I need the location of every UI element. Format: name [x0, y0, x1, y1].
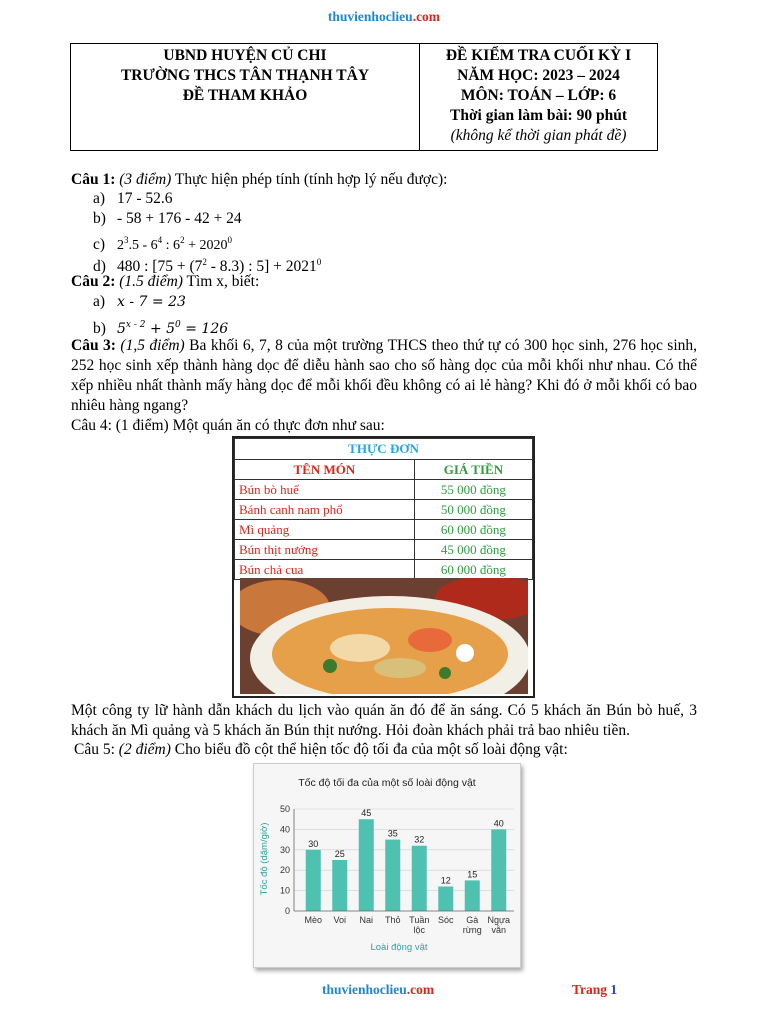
q2-b: b) $5^{x - 2} + 5^0 = 126$	[93, 320, 229, 337]
duration: Thời gian làm bài: 90 phút	[450, 107, 627, 124]
bar-value-label: 40	[493, 818, 504, 829]
x-tick-label: lộc	[413, 925, 426, 935]
bar	[385, 840, 400, 911]
menu-row: Bún thịt nướng 45 000 đồng	[235, 540, 533, 560]
speed-bar-chart	[253, 763, 521, 968]
bar	[438, 887, 453, 911]
q1-d: d) 480 : [$75 + (7^2 - 8.3)$ : $5] + 2021^0$	[93, 257, 322, 275]
bar	[491, 829, 506, 911]
question-3: Câu 3: (1,5 điểm) Ba khối 6, 7, 8 của một trường THCS theo thứ tự có 300 học sinh, 276 học sinh, 252 học sinh xếp thành hàng dọc để diễu hành sao cho số hàng dọc của mỗi khối như nhau. Có thể xếp nhiều nhất thành mấy hàng dọc để mỗi khối đều không có ai lẻ hàng? Khi đó ở mỗi khối có bao nhiêu hàng ngang?	[71, 337, 698, 414]
menu-row: Bún bò huế 55 000 đồng	[235, 480, 533, 500]
question-2: Câu 2: (1.5 điểm) Tìm x, biết:	[71, 273, 260, 290]
x-tick-label: rừng	[462, 925, 482, 935]
bar	[332, 860, 347, 911]
header-right	[420, 44, 657, 150]
page-number-value: 1	[610, 982, 618, 997]
menu-title: THỰC ĐƠN	[235, 439, 533, 460]
school-year: NĂM HỌC: 2023 – 2024	[457, 67, 620, 84]
bar-value-label: 32	[414, 834, 425, 845]
subject: MÔN: TOÁN – LỚP: 6	[460, 87, 617, 104]
noodle-bowl-image	[240, 578, 528, 694]
y-tick-label: 30	[279, 844, 290, 855]
exam-title: ĐỀ KIỂM TRA CUỐI KỲ I	[445, 47, 632, 64]
exam-header	[70, 43, 658, 151]
x-tick-label: Mèo	[304, 915, 323, 925]
bar	[465, 880, 480, 911]
district-name: UBND HUYỆN CỦ CHI	[163, 47, 327, 64]
chart-xlabel: Loài động vật	[370, 942, 428, 953]
x-tick-label: Tuần	[409, 915, 430, 925]
chart-title: Tốc độ tối đa của một số loài động vật	[298, 777, 476, 789]
question-4-body: Một công ty lữ hành dẫn khách du lịch vào quán ăn đó để ăn sáng. Có 5 khách ăn Bún bò huế, 3 khách ăn Mì quảng và 5 khách ăn Bún thịt nướng. Hỏi đoàn khách phải trả bao nhiêu tiền.	[71, 702, 697, 739]
menu-card	[232, 436, 535, 698]
bar	[412, 846, 427, 911]
y-tick-label: 0	[284, 906, 290, 916]
chart-ylabel: Tốc độ (dặm/giờ)	[259, 822, 270, 896]
site-watermark-top: thuvienhoclieu.com	[327, 9, 441, 24]
x-tick-label: Sóc	[437, 915, 454, 925]
bar-value-label: 30	[308, 838, 319, 849]
exam-type: ĐỀ THAM KHẢO	[182, 87, 308, 104]
y-tick-label: 20	[279, 865, 290, 876]
y-tick-label: 50	[279, 804, 290, 814]
menu-row: Bún chả cua 60 000 đồng	[235, 560, 533, 580]
chart-svg	[254, 764, 520, 967]
x-tick-label: Nai	[359, 915, 374, 925]
duration-note: (không kể thời gian phát đề)	[450, 127, 627, 144]
bar	[359, 819, 374, 911]
x-tick-label: Ngựa	[487, 915, 511, 925]
y-tick-label: 40	[279, 824, 290, 835]
menu-col-price: GIÁ TIỀN	[414, 460, 532, 480]
x-tick-label: Gà	[466, 915, 479, 925]
menu-row: Bánh canh nam phổ 50 000 đồng	[235, 500, 533, 520]
q1-b: b) - 58 + 176 - 42 + 24	[93, 210, 242, 227]
question-5: Câu 5: (2 điểm) Cho biểu đồ cột thể hiện tốc độ tối đa của một số loài động vật:	[74, 741, 568, 758]
x-tick-label: vằn	[491, 925, 507, 935]
site-watermark-bottom: thuvienhoclieu.com	[322, 982, 435, 997]
bar-value-label: 35	[387, 828, 398, 839]
school-name: TRƯỜNG THCS TÂN THẠNH TÂY	[120, 67, 370, 84]
menu-row: Mì quảng 60 000 đồng	[235, 520, 533, 540]
header-left	[71, 44, 420, 150]
question-1: Câu 1: (3 điểm) Thực hiện phép tính (tính hợp lý nếu được):	[71, 171, 448, 188]
food-photo	[240, 578, 528, 694]
y-tick-label: 10	[279, 885, 290, 896]
q1-a: a) 17 - 52.6	[93, 190, 173, 207]
menu-col-name: TÊN MÓN	[235, 460, 415, 480]
menu-table	[234, 438, 533, 580]
bar	[306, 850, 321, 911]
bar-value-label: 25	[334, 849, 345, 859]
page-number: Trang 1	[572, 982, 618, 997]
x-tick-label: Voi	[333, 915, 347, 925]
x-tick-label: Thỏ	[384, 915, 401, 925]
q1-c: c) $2^3.5 - 6^4$ : $6^2 + 2020^0$	[93, 235, 232, 253]
question-4: Câu 4: (1 điểm) Một quán ăn có thực đơn như sau:	[71, 417, 385, 434]
bar-value-label: 45	[361, 808, 372, 819]
bar-value-label: 12	[440, 875, 451, 886]
q2-a: a) x - 7 = 23	[93, 293, 186, 310]
bar-value-label: 15	[467, 869, 478, 880]
